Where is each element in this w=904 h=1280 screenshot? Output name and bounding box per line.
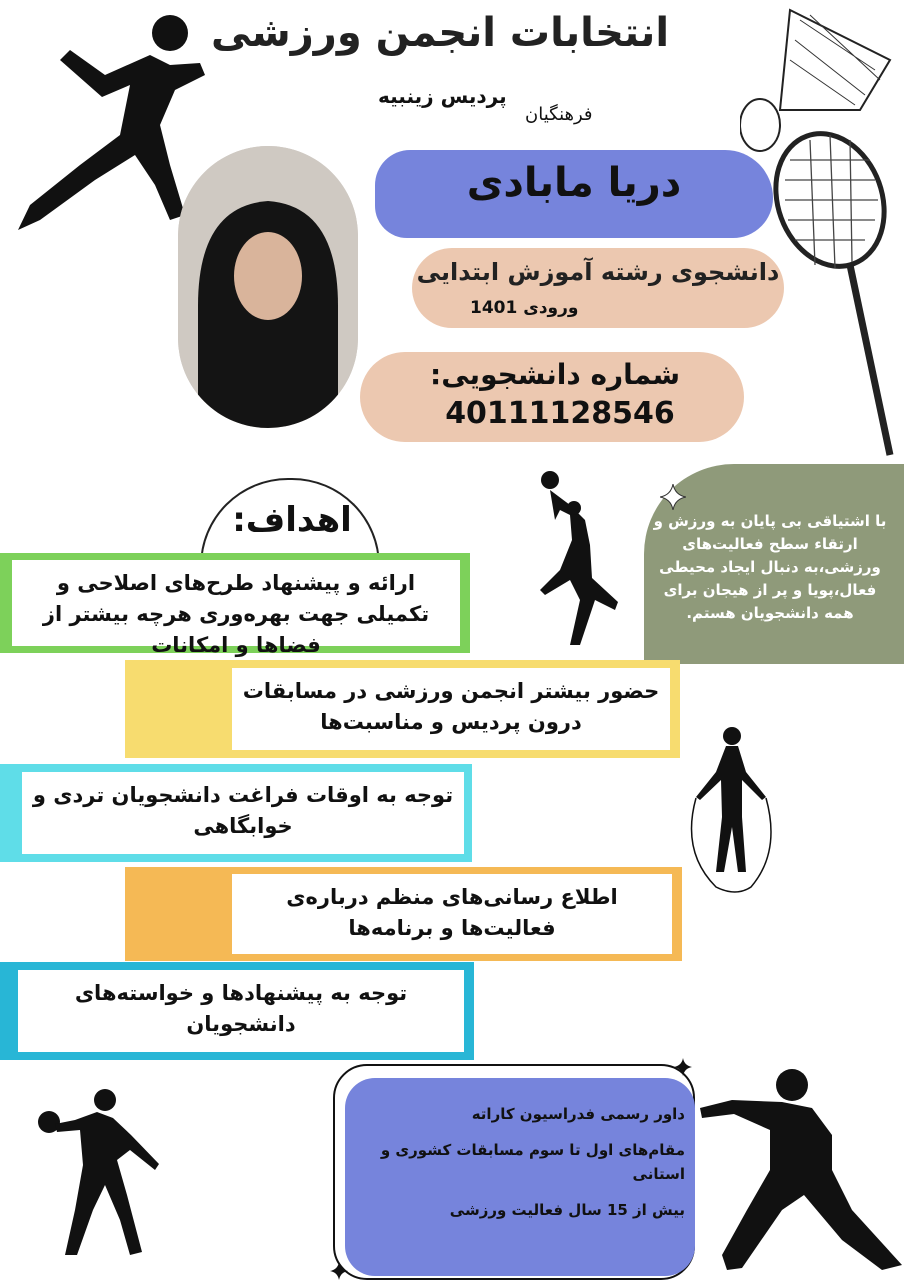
goal-3: توجه به اوقات فراغت دانشجویان تردی و خوابگاهی (22, 772, 464, 854)
student-id-label: شماره دانشجویی: (430, 358, 680, 391)
bio-text: با اشتیاقی بی پایان به ورزش و ارتقاء سطح فعالیت‌های ورزشی،به دنبال ایجاد محیطی فعال،پویا و پر از هیجان برای همه دانشجویان هستم. (653, 512, 887, 622)
runner-icon (10, 5, 210, 240)
sparkle-icon (330, 1262, 348, 1280)
jump-rope-icon (676, 722, 786, 897)
university-name: فرهنگیان (525, 104, 593, 125)
achievement-item: مقام‌های اول تا سوم مسابقات کشوری و استانی (380, 1141, 685, 1183)
candidate-name: دریا مابادی (466, 160, 682, 206)
goal-4: اطلاع رسانی‌های منظم درباره‌ی فعالیت‌ها و برنامه‌ها (232, 874, 672, 954)
student-id-number: 40111128546 (445, 396, 675, 431)
campus-name: پردیس زینبیه (378, 84, 507, 108)
entry-year: ورودی 1401 (470, 298, 579, 318)
goals-heading: اهداف: (232, 500, 352, 540)
basketball-player-icon (530, 470, 620, 650)
goal-5: توجه به پیشنهادها و خواسته‌های دانشجویان (18, 970, 464, 1052)
poster-title: انتخابات انجمن ورزشی (210, 10, 670, 56)
achievement-item: بیش از 15 سال فعالیت ورزشی (449, 1201, 685, 1219)
achievement-item: داور رسمی فدراسیون کاراته (471, 1105, 685, 1123)
sparkle-icon (674, 1058, 692, 1076)
candidate-major: دانشجوی رشته آموزش ابتدایی (416, 258, 780, 286)
achievements-list (355, 1102, 685, 1222)
candidate-photo (178, 146, 358, 428)
goal-2: حضور بیشتر انجمن ورزشی در مسابقات درون پردیس و مناسبت‌ها (232, 668, 670, 750)
karate-icon (692, 1060, 904, 1278)
handball-player-icon (35, 1080, 165, 1260)
sparkle-icon (660, 484, 686, 510)
badminton-icon (740, 0, 904, 470)
goal-1: ارائه و پیشنهاد طرح‌های اصلاحی و تکمیلی جهت بهره‌وری هرچه بیشتر از فضاها و امکانات (12, 560, 460, 646)
